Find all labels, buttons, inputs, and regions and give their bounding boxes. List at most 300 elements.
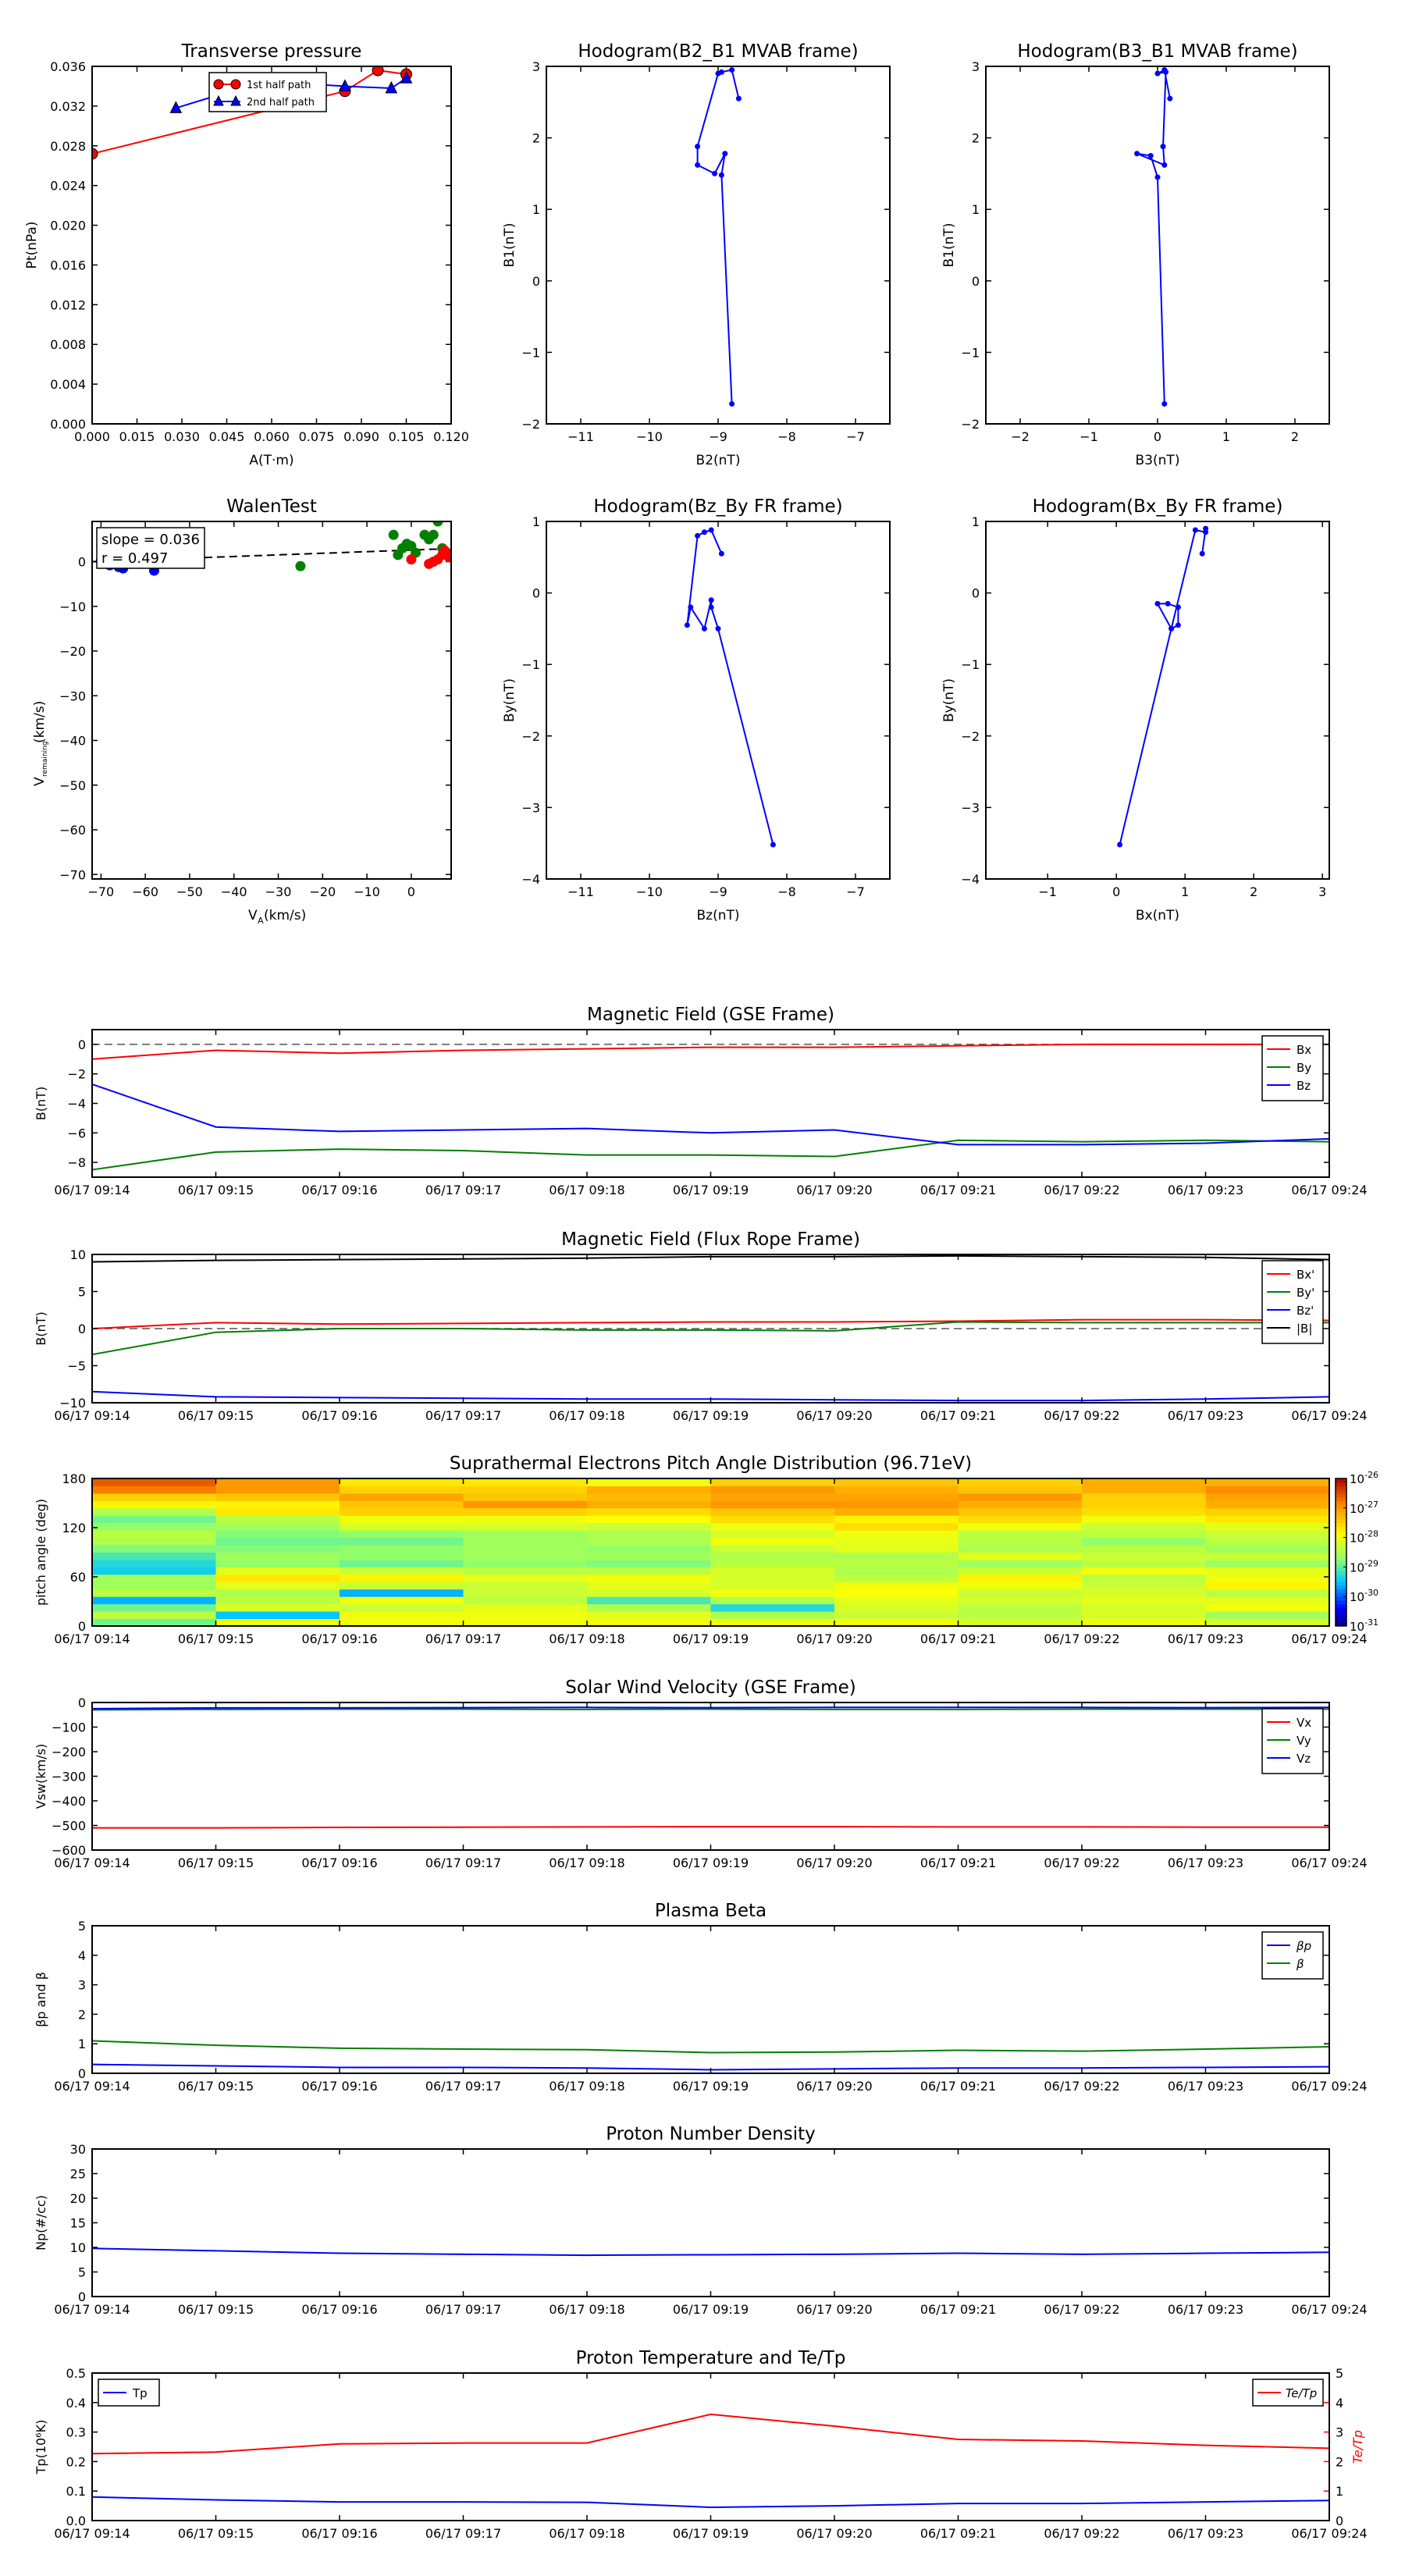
y-tick-label: −2 bbox=[521, 728, 540, 744]
data-marker bbox=[1167, 96, 1172, 101]
heatmap-cell bbox=[711, 1485, 835, 1493]
x-tick-label: 0.015 bbox=[119, 429, 155, 444]
x-tick-label: 06/17 09:15 bbox=[177, 1631, 254, 1646]
chart-pad bbox=[34, 1453, 1378, 1646]
plot-frame bbox=[986, 66, 1329, 424]
colorbar-cell bbox=[1336, 1493, 1346, 1497]
chart-transverse bbox=[24, 41, 469, 468]
data-marker bbox=[719, 69, 724, 75]
heatmap-cell bbox=[1206, 1574, 1330, 1582]
heatmap-cell bbox=[1206, 1508, 1330, 1516]
chart-vsw bbox=[34, 1678, 1368, 1870]
y-tick-label: −4 bbox=[521, 872, 540, 887]
y-tick-label: −8 bbox=[67, 1155, 86, 1171]
heatmap-cell bbox=[464, 1604, 588, 1612]
x-tick-label: 06/17 09:21 bbox=[919, 2079, 997, 2094]
heatmap-cell bbox=[1082, 1478, 1206, 1486]
x-tick-label: 2 bbox=[1290, 429, 1300, 444]
heatmap-cell bbox=[340, 1604, 464, 1612]
heatmap-cell bbox=[1082, 1582, 1206, 1589]
y-tick-label: −2 bbox=[67, 1066, 86, 1082]
y-tick-label: −500 bbox=[52, 1818, 86, 1834]
y-tick-label: 10 bbox=[69, 2240, 86, 2255]
annotation-r: r = 0.497 bbox=[101, 550, 169, 567]
x-axis-label: B2(nT) bbox=[695, 453, 741, 468]
colorbar-cell bbox=[1336, 1600, 1346, 1604]
heatmap-cell bbox=[464, 1508, 588, 1516]
x-tick-label: −10 bbox=[636, 429, 663, 444]
x-tick-label: 06/17 09:23 bbox=[1167, 1408, 1244, 1423]
x-tick-label: 06/17 09:17 bbox=[425, 1631, 502, 1646]
series-line bbox=[92, 1320, 1329, 1329]
x-tick-label: 0.000 bbox=[74, 429, 110, 444]
heatmap-cell bbox=[959, 1574, 1083, 1582]
heatmap-cell bbox=[92, 1508, 216, 1516]
heatmap-cell bbox=[92, 1515, 216, 1523]
x-tick-label: −60 bbox=[132, 884, 159, 899]
data-marker bbox=[1168, 626, 1174, 632]
legend-label: 1st half path bbox=[247, 80, 311, 91]
x-tick-label: 06/17 09:23 bbox=[1167, 1631, 1244, 1646]
heatmap-cell bbox=[834, 1553, 959, 1560]
colorbar-tick-label bbox=[1350, 1529, 1378, 1546]
data-marker bbox=[712, 171, 717, 176]
legend-marker bbox=[214, 80, 223, 89]
heatmap-cell bbox=[587, 1530, 711, 1538]
chart-title-group bbox=[576, 2348, 846, 2368]
heatmap-cell bbox=[587, 1553, 711, 1560]
heatmap-cell bbox=[92, 1589, 216, 1597]
heatmap-cell bbox=[834, 1574, 959, 1582]
heatmap-cell bbox=[340, 1560, 464, 1567]
y-tick-label: 0.008 bbox=[50, 337, 86, 353]
heatmap-cell bbox=[216, 1478, 340, 1486]
y-tick-label: 0.028 bbox=[50, 138, 86, 154]
chart-walen bbox=[32, 496, 454, 926]
heatmap-cell bbox=[1206, 1515, 1330, 1523]
x-tick-label: 06/17 09:17 bbox=[425, 1183, 502, 1197]
y-axis-label: B1(nT) bbox=[502, 222, 518, 268]
x-tick-label: 06/17 09:16 bbox=[301, 1856, 378, 1870]
heatmap-cell bbox=[92, 1530, 216, 1538]
x-tick-label: 06/17 09:21 bbox=[919, 1408, 997, 1423]
heatmap-cell bbox=[1206, 1485, 1330, 1493]
heatmap-cell bbox=[1206, 1611, 1330, 1619]
y-tick-label: 0 bbox=[77, 554, 86, 570]
x-tick-label: 06/17 09:20 bbox=[796, 1856, 873, 1870]
plot-frame bbox=[92, 521, 451, 879]
x-tick-label: 06/17 09:24 bbox=[1291, 2079, 1368, 2094]
data-marker bbox=[1161, 67, 1167, 73]
y-tick-label: 0 bbox=[77, 1695, 86, 1710]
legend-label: βp bbox=[1297, 1939, 1312, 1953]
colorbar-cell bbox=[1336, 1512, 1346, 1516]
heatmap-cell bbox=[1206, 1553, 1330, 1560]
x-tick-label: −40 bbox=[220, 884, 247, 899]
x-tick-label: 06/17 09:14 bbox=[54, 2079, 130, 2094]
heatmap-cell bbox=[834, 1523, 959, 1531]
data-marker bbox=[1161, 144, 1166, 149]
data-marker bbox=[729, 67, 735, 73]
x-tick-label: 06/17 09:16 bbox=[301, 2079, 378, 2094]
data-marker bbox=[1155, 601, 1161, 607]
x-tick-label: −1 bbox=[1038, 884, 1057, 899]
x-tick-label: 3 bbox=[1318, 884, 1327, 899]
y-tick-label: 0 bbox=[77, 2066, 86, 2081]
x-tick-label: 06/17 09:19 bbox=[672, 1408, 749, 1423]
colorbar-cell bbox=[1336, 1545, 1346, 1549]
heatmap-cell bbox=[587, 1478, 711, 1486]
x-tick-label: 0.075 bbox=[298, 429, 335, 444]
x-tick-label: 1 bbox=[1222, 429, 1231, 444]
y-tick-label: −200 bbox=[52, 1745, 86, 1759]
heatmap-cell bbox=[587, 1493, 711, 1501]
data-marker bbox=[719, 551, 724, 557]
x-tick-label: 06/17 09:22 bbox=[1044, 1856, 1120, 1870]
x-tick-label: 06/17 09:23 bbox=[1167, 2079, 1244, 2094]
x-axis-label-sub: A bbox=[258, 916, 264, 926]
heatmap-cell bbox=[834, 1515, 959, 1523]
x-tick-label: 0.060 bbox=[254, 429, 290, 444]
x-tick-label: 06/17 09:22 bbox=[1044, 2079, 1120, 2094]
heatmap-cell bbox=[711, 1589, 835, 1597]
x-tick-label: 06/17 09:24 bbox=[1291, 2302, 1368, 2317]
data-marker bbox=[1200, 551, 1205, 557]
heatmap-cell bbox=[1206, 1596, 1330, 1604]
chart-hodo_b2b1 bbox=[502, 41, 890, 468]
colorbar-cell bbox=[1336, 1508, 1346, 1512]
heatmap-cell bbox=[1082, 1567, 1206, 1574]
legend-box bbox=[1262, 1036, 1323, 1101]
heatmap-cell bbox=[1082, 1515, 1206, 1523]
colorbar-cell bbox=[1336, 1611, 1346, 1615]
colorbar-cell bbox=[1336, 1596, 1346, 1600]
heatmap-cell bbox=[216, 1493, 340, 1501]
data-marker bbox=[1203, 526, 1208, 532]
heatmap-cell bbox=[959, 1493, 1083, 1501]
colorbar-cell bbox=[1336, 1582, 1346, 1585]
heatmap-cell bbox=[464, 1574, 588, 1582]
series-line bbox=[698, 70, 739, 404]
x-tick-label: 06/17 09:22 bbox=[1044, 1408, 1120, 1423]
x-tick-label: 06/17 09:16 bbox=[301, 2302, 378, 2317]
data-marker bbox=[1117, 842, 1122, 848]
y-axis-label: Np(#/cc) bbox=[34, 2195, 48, 2250]
y-tick-label: 15 bbox=[69, 2215, 86, 2231]
heatmap-cell bbox=[340, 1530, 464, 1538]
y-tick-label: 3 bbox=[532, 59, 540, 74]
heatmap-cell bbox=[959, 1500, 1083, 1508]
heatmap-cell bbox=[464, 1596, 588, 1604]
colorbar-cell bbox=[1336, 1571, 1346, 1574]
heatmap-cell bbox=[464, 1553, 588, 1560]
y-tick-label: −5 bbox=[67, 1358, 86, 1374]
y-tick-label: 5 bbox=[77, 1919, 86, 1934]
heatmap-cell bbox=[340, 1582, 464, 1589]
heatmap-cell bbox=[92, 1596, 216, 1604]
heatmap-cell bbox=[340, 1538, 464, 1546]
heatmap-cell bbox=[1206, 1545, 1330, 1553]
heatmap-cell bbox=[711, 1530, 835, 1538]
chart-title: Solar Wind Velocity (GSE Frame) bbox=[565, 1678, 856, 1698]
colorbar-cell bbox=[1336, 1619, 1346, 1623]
heatmap-cell bbox=[464, 1523, 588, 1531]
legend-label: |B| bbox=[1297, 1322, 1313, 1336]
scatter-point bbox=[406, 554, 416, 564]
heatmap-cell bbox=[959, 1596, 1083, 1604]
x-tick-label: 06/17 09:18 bbox=[549, 2079, 625, 2094]
x-tick-label: 06/17 09:17 bbox=[425, 2302, 502, 2317]
chart-hodo_b3b1 bbox=[941, 41, 1329, 468]
plot-area bbox=[92, 2248, 1329, 2255]
heatmap-cell bbox=[1082, 1538, 1206, 1546]
heatmap-cell bbox=[92, 1523, 216, 1531]
y-tick-label: −100 bbox=[52, 1720, 86, 1735]
colorbar-cell bbox=[1336, 1604, 1346, 1608]
x-tick-label: 06/17 09:21 bbox=[919, 2526, 997, 2541]
y-tick-label: 3 bbox=[77, 1977, 86, 1993]
heatmap-cell bbox=[92, 1500, 216, 1508]
data-marker bbox=[729, 401, 735, 407]
colorbar-cell bbox=[1336, 1553, 1346, 1557]
heatmap-cell bbox=[92, 1478, 216, 1486]
y-tick-label: 1 bbox=[971, 514, 980, 529]
heatmap-cell bbox=[92, 1582, 216, 1589]
data-marker bbox=[1176, 604, 1181, 610]
y-tick-label: 1 bbox=[532, 202, 540, 218]
plot-area bbox=[1117, 526, 1208, 848]
data-marker bbox=[1161, 162, 1167, 168]
legend-label: Vy bbox=[1297, 1734, 1311, 1748]
colorbar-cell bbox=[1336, 1578, 1346, 1582]
heatmap-cell bbox=[834, 1478, 959, 1486]
y-tick-label: −3 bbox=[961, 800, 980, 816]
x-tick-label: 06/17 09:23 bbox=[1167, 1856, 1244, 1870]
y2-tick-label: 5 bbox=[1336, 2366, 1344, 2381]
x-axis-label-unit: (km/s) bbox=[264, 908, 307, 923]
x-tick-label: 0.045 bbox=[208, 429, 245, 444]
heatmap-cell bbox=[216, 1553, 340, 1560]
heatmap-cell bbox=[216, 1485, 340, 1493]
heatmap-cell bbox=[959, 1560, 1083, 1567]
colorbar-cell bbox=[1336, 1574, 1346, 1578]
heatmap-cell bbox=[92, 1560, 216, 1567]
chart-mag_gse bbox=[34, 1005, 1368, 1197]
heatmap-cell bbox=[711, 1582, 835, 1589]
plot-area bbox=[92, 1478, 1330, 1627]
x-tick-label: 06/17 09:18 bbox=[549, 1408, 625, 1423]
x-tick-label: 06/17 09:20 bbox=[796, 1183, 873, 1197]
chart-mag_fr bbox=[34, 1229, 1368, 1423]
x-tick-label: −10 bbox=[354, 884, 380, 899]
y-tick-label: 2 bbox=[77, 2007, 86, 2023]
heatmap-cell bbox=[216, 1611, 340, 1619]
heatmap-cell bbox=[340, 1589, 464, 1597]
x-tick-label: 06/17 09:19 bbox=[672, 2526, 749, 2541]
heatmap-cell bbox=[340, 1493, 464, 1501]
y2-tick-label: 3 bbox=[1336, 2425, 1344, 2440]
heatmap-cell bbox=[834, 1589, 959, 1597]
legend-box bbox=[1262, 1709, 1323, 1774]
data-marker bbox=[709, 597, 714, 603]
heatmap-cell bbox=[711, 1611, 835, 1619]
colorbar-cell bbox=[1336, 1485, 1346, 1489]
x-axis-label: B3(nT) bbox=[1135, 453, 1180, 468]
chart-hodo_bxby bbox=[941, 496, 1329, 923]
heatmap-cell bbox=[834, 1545, 959, 1553]
x-tick-label: −9 bbox=[709, 429, 727, 444]
heatmap-cell bbox=[1206, 1604, 1330, 1612]
y-tick-label: −40 bbox=[59, 733, 86, 749]
heatmap-cell bbox=[587, 1611, 711, 1619]
heatmap-cell bbox=[834, 1485, 959, 1493]
heatmap-cell bbox=[464, 1485, 588, 1493]
heatmap-cell bbox=[587, 1515, 711, 1523]
colorbar-cell bbox=[1336, 1541, 1346, 1545]
heatmap-cell bbox=[587, 1560, 711, 1567]
heatmap-cell bbox=[340, 1545, 464, 1553]
heatmap-cell bbox=[1082, 1500, 1206, 1508]
data-marker bbox=[1155, 71, 1161, 76]
x-tick-label: −8 bbox=[777, 884, 796, 899]
heatmap-cell bbox=[216, 1567, 340, 1574]
heatmap-cell bbox=[1082, 1530, 1206, 1538]
x-tick-label: −50 bbox=[176, 884, 203, 899]
legend-label: Tp bbox=[133, 2386, 148, 2400]
y-tick-label: 0.000 bbox=[50, 417, 86, 432]
heatmap-cell bbox=[587, 1574, 711, 1582]
y-tick-label: 2 bbox=[532, 130, 540, 146]
x-tick-label: 06/17 09:15 bbox=[177, 2526, 254, 2541]
y-tick-label: 60 bbox=[69, 1570, 86, 1585]
heatmap-cell bbox=[92, 1545, 216, 1553]
y-tick-label: 4 bbox=[77, 1948, 86, 1963]
scatter-point bbox=[429, 530, 439, 540]
colorbar-cell bbox=[1336, 1523, 1346, 1527]
heatmap-cell bbox=[959, 1508, 1083, 1516]
colorbar-cell bbox=[1336, 1526, 1346, 1530]
y-tick-label: 0.004 bbox=[50, 377, 86, 393]
x-tick-label: 06/17 09:20 bbox=[796, 2079, 873, 2094]
y-tick-label: −600 bbox=[52, 1843, 86, 1858]
y-tick-label: −400 bbox=[52, 1794, 86, 1809]
scatter-point bbox=[389, 530, 399, 540]
y-tick-label: 20 bbox=[69, 2191, 86, 2206]
heatmap-cell bbox=[92, 1604, 216, 1612]
y-axis-label: Vsw(km/s) bbox=[34, 1743, 48, 1809]
heatmap-cell bbox=[464, 1611, 588, 1619]
heatmap-cell bbox=[1082, 1523, 1206, 1531]
heatmap-cell bbox=[216, 1515, 340, 1523]
y-tick-label: −30 bbox=[59, 688, 86, 704]
heatmap-cell bbox=[340, 1567, 464, 1574]
heatmap-cell bbox=[340, 1574, 464, 1582]
colorbar-cell bbox=[1336, 1607, 1346, 1611]
legend-label: By' bbox=[1297, 1286, 1315, 1300]
plot-frame bbox=[546, 66, 890, 424]
heatmap-cell bbox=[1206, 1560, 1330, 1567]
colorbar-exponent: -26 bbox=[1364, 1470, 1379, 1480]
colorbar-base: 10 bbox=[1350, 1590, 1365, 1605]
y2-tick-label: 2 bbox=[1336, 2454, 1344, 2470]
y-tick-label: −1 bbox=[521, 345, 540, 361]
heatmap-cell bbox=[959, 1582, 1083, 1589]
heatmap-cell bbox=[834, 1582, 959, 1589]
heatmap-cell bbox=[834, 1493, 959, 1501]
data-marker bbox=[736, 96, 742, 101]
x-tick-label: −1 bbox=[1080, 429, 1098, 444]
heatmap-cell bbox=[834, 1538, 959, 1546]
plot-frame bbox=[92, 66, 451, 424]
heatmap-cell bbox=[216, 1508, 340, 1516]
heatmap-cell bbox=[834, 1604, 959, 1612]
y-tick-label: 1 bbox=[77, 2037, 86, 2052]
heatmap-cell bbox=[340, 1485, 464, 1493]
x-tick-label: −11 bbox=[567, 884, 594, 899]
y-tick-label: −1 bbox=[961, 345, 980, 361]
heatmap-cell bbox=[464, 1538, 588, 1546]
y-tick-label: 1 bbox=[532, 514, 540, 529]
heatmap-cell bbox=[959, 1538, 1083, 1546]
colorbar-cell bbox=[1336, 1556, 1346, 1560]
colorbar-exponent: -29 bbox=[1364, 1558, 1379, 1569]
colorbar-cell bbox=[1336, 1482, 1346, 1486]
colorbar-exponent: -28 bbox=[1364, 1528, 1379, 1539]
colorbar-cell bbox=[1336, 1500, 1346, 1504]
y-axis-label-unit: (km/s) bbox=[32, 700, 48, 743]
y-tick-label: 0.0 bbox=[66, 2514, 86, 2528]
y-tick-label: 0 bbox=[77, 1322, 86, 1336]
series-line bbox=[687, 530, 773, 845]
legend-box bbox=[1262, 1932, 1323, 1979]
y-axis-label-sub: remaining bbox=[41, 741, 49, 777]
plot-frame bbox=[986, 521, 1329, 879]
heatmap-cell bbox=[587, 1538, 711, 1546]
series-line bbox=[92, 1322, 1329, 1354]
heatmap-cell bbox=[1082, 1589, 1206, 1597]
x-tick-label: 06/17 09:19 bbox=[672, 1631, 749, 1646]
x-tick-label: −20 bbox=[309, 884, 336, 899]
x-tick-label: 06/17 09:20 bbox=[796, 2302, 873, 2317]
heatmap-cell bbox=[216, 1589, 340, 1597]
x-tick-label: 06/17 09:24 bbox=[1291, 1856, 1368, 1870]
x-tick-label: 06/17 09:22 bbox=[1044, 2302, 1120, 2317]
x-tick-label: 06/17 09:20 bbox=[796, 2526, 873, 2541]
heatmap-cell bbox=[1082, 1596, 1206, 1604]
data-marker bbox=[1134, 151, 1140, 156]
y-tick-label: 0.032 bbox=[50, 98, 86, 114]
heatmap-cell bbox=[340, 1500, 464, 1508]
colorbar-tick-label bbox=[1350, 1470, 1378, 1486]
y-tick-label: 5 bbox=[77, 1284, 86, 1300]
y-tick-label: 2 bbox=[971, 130, 980, 146]
chart-beta bbox=[34, 1901, 1368, 2094]
x-tick-label: 06/17 09:16 bbox=[301, 1408, 378, 1423]
plot-frame bbox=[92, 2149, 1329, 2297]
y-axis-label: By(nT) bbox=[502, 678, 518, 723]
data-marker bbox=[1165, 601, 1171, 607]
y-tick-label: −4 bbox=[67, 1096, 86, 1112]
x-tick-label: 06/17 09:21 bbox=[919, 1856, 997, 1870]
heatmap-cell bbox=[711, 1560, 835, 1567]
heatmap-cell bbox=[1206, 1530, 1330, 1538]
colorbar-exponent: -30 bbox=[1364, 1588, 1379, 1599]
data-marker bbox=[688, 604, 693, 610]
series-line bbox=[1120, 528, 1206, 845]
heatmap-cell bbox=[216, 1538, 340, 1546]
x-tick-label: 06/17 09:15 bbox=[177, 2079, 254, 2094]
heatmap-cell bbox=[216, 1530, 340, 1538]
